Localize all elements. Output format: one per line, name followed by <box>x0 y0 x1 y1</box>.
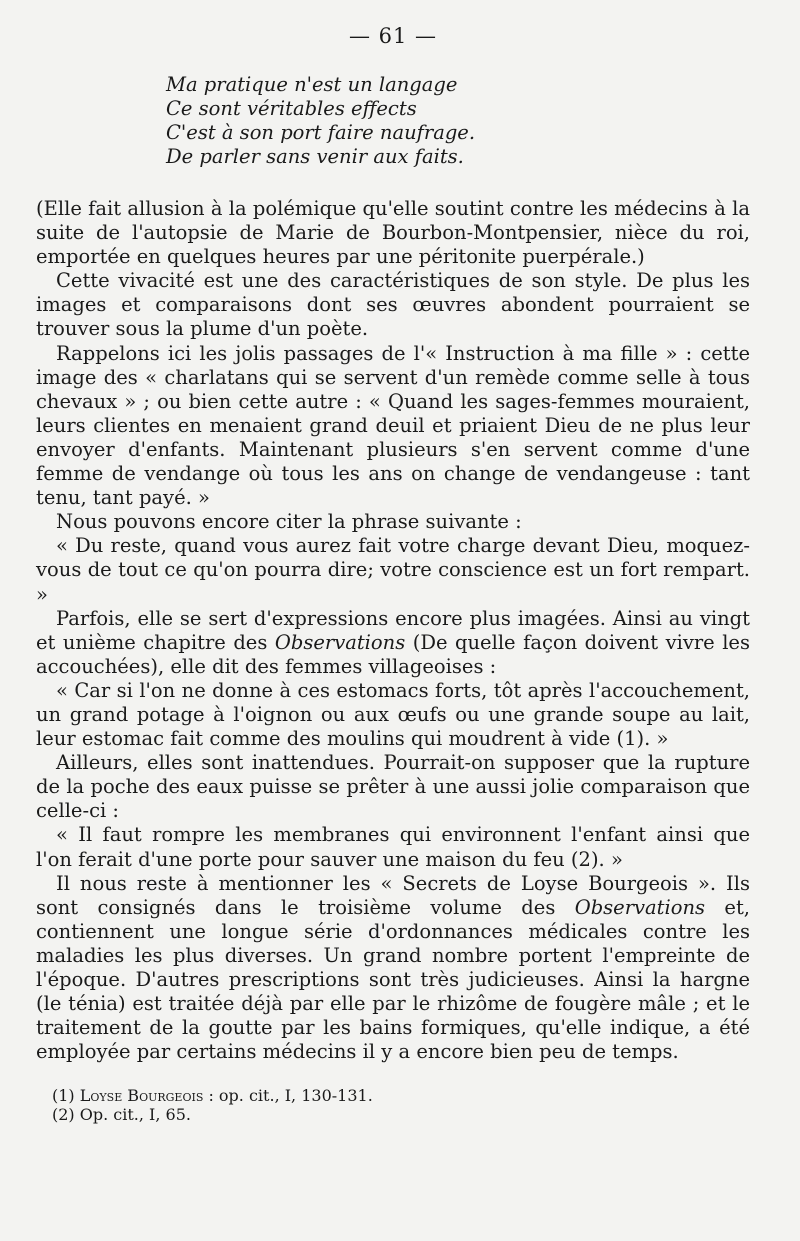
paragraph-secrets <box>36 872 750 1065</box>
paragraph-text: et, contiennent une longue série d'ordonnances médicales contre les maladies les plus diverses. Un grand nombre portent l'empreinte de l'époque. D'autres prescriptions sont très judicieuses. Ainsi la hargne (le ténia) est traitée déjà par elle par le rhizôme de fougère mâle ; et le traitement de la goutte par les bains formiques, qu'elle indique, a été employée par certains médecins il y a encore bien peu de temps. <box>36 895 750 1064</box>
footnotes <box>36 1086 750 1124</box>
book-title: Observations <box>274 630 406 654</box>
body-text <box>36 197 750 1064</box>
paragraph-citation-intro: Nous pouvons encore citer la phrase suivante : <box>56 510 522 534</box>
page-number: — 61 — <box>348 24 438 48</box>
verse-line: Ce sont véritables effects <box>166 97 417 120</box>
paragraph-instruction: Rappelons ici les jolis passages de l'« Instruction à ma fille » : cette image des « charlatans qui se servent d'un remède comme selle à tous chevaux » ; ou bien cette autre : « Quand les sages-femmes mouraient, leurs clientes en menaient grand deuil et priaient Dieu de ne plus leur envoyer d'enfants. Maintenant plusieurs s'en servent comme d'une femme de vendange où tous les ans on change de vendangeuse : tant tenu, tant payé. » <box>36 341 750 510</box>
paragraph-style: Cette vivacité est une des caractéristiques de son style. De plus les images et comparaisons dont ses œuvres abondent pourraient se trouver sous la plume d'un poète. <box>36 269 750 341</box>
paragraph-text: (De quelle façon doivent vivre les accouchées), elle dit des femmes villageoises : <box>36 630 750 678</box>
footnote-2: (2) Op. cit., I, 65. <box>52 1105 191 1125</box>
paragraph-text: Parfois, elle se sert d'expressions encore plus imagées. Ainsi au vingt et unième chapitre des <box>36 606 750 654</box>
verse-line: C'est à son port faire naufrage. <box>166 121 476 144</box>
footnote-author: Loyse Bourgeois <box>79 1086 204 1106</box>
footnote-reference: : op. cit., I, 130-131. <box>203 1086 373 1106</box>
paragraph-autopsy: (Elle fait allusion à la polémique qu'elle soutint contre les médecins à la suite de l'autopsie de Marie de Bourbon-Montpensier, nièce du roi, emportée en quelques heures par une péritonite puerpérale.) <box>36 197 750 269</box>
book-title: Observations <box>574 895 706 919</box>
footnote-number: (1) <box>52 1086 80 1106</box>
paragraph-membranes-quote: « Il faut rompre les membranes qui environnent l'enfant ainsi que l'on ferait d'une porte pour sauver une maison du feu (2). » <box>36 823 750 871</box>
verse-line: De parler sans venir aux faits. <box>166 145 464 168</box>
paragraph-observations <box>36 607 750 679</box>
paragraph-conscience-quote: « Du reste, quand vous aurez fait votre charge devant Dieu, moquez-vous de tout ce qu'on pourra dire; votre conscience est un fort rempart. » <box>36 534 750 606</box>
paragraph-potage-quote: « Car si l'on ne donne à ces estomacs forts, tôt après l'accouchement, un grand potage à l'oignon ou aux œufs ou une grande soupe au lait, leur estomac fait comme des moulins qui moudrent à vide (1). » <box>36 678 750 751</box>
verse-quote <box>166 73 750 169</box>
verse-line: Ma pratique n'est un langage <box>166 73 458 96</box>
paragraph-unexpected: Ailleurs, elles sont inattendues. Pourrait-on supposer que la rupture de la poche des eaux puisse se prêter à une aussi jolie comparaison que celle-ci : <box>36 751 750 823</box>
footnote-1 <box>52 1086 750 1105</box>
paragraph-text: Il nous reste à mentionner les « Secrets de Loyse Bourgeois ». Ils sont consignés dans le troisième volume des <box>36 871 750 919</box>
